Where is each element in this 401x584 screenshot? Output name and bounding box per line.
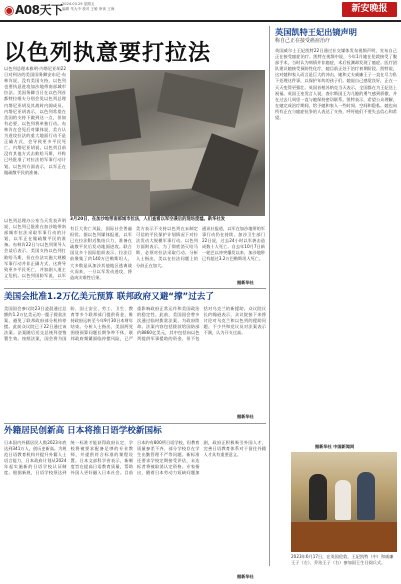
right-story-body: 英国威尔士王妃凯特22日通过社交媒体发布视频声明，宣布自己正在接受癌症治疗。凯特在视频中说，今年1月她在伦敦接受了腹部手术，当时认为病情并非癌症，术后检测却发现了癌症。医疗团队建议她接受预防性化疗，她目前正处于治疗初期阶段。凯特说，这对她和家人而言是巨大的冲击，她和丈夫威廉王子一直在尽力私下处理这件事，以保护年幼的孩子们。她说自己感觉良好，正在一天天变得更强壮。英国首相苏纳克当天表示，全国都在为王妃送上祝福。英国王室发言人说，查尔斯国王为儿媳的勇气感到骄傲，并在过去几周里一直与她保持密切联系。凯特表示，希望公众理解，在她完成治疗期间，给予她和家人一些时间、空间和隐私。她也向所有正在与癌症抗争的人表达了支持，呼吁他们不要失去信心和希望。 <box>275 48 397 121</box>
right-story-subhead: 称自己正在接受癌症治疗 <box>275 38 331 44</box>
right-story-photo <box>291 452 397 552</box>
main-story-col1b: 以色列总理办公室当天发表声明说，以色列已批准在加沙地带南部城市拉法采取军事行动的计划，以军正在做疏散平民的准备。布林肯22日与以色列领导人会谈后表示，美国支持以色列打败哈马斯，但在拉法实施大规模军事行动并非正确方式，这将导致更多平民死亡，并加剧人道主义危机。以色列国防军说，以军 <box>4 218 66 278</box>
bottom-story-headline: 外籍居民创新高 日本将推日语学校新国标 <box>4 426 162 436</box>
main-story-col1: 以色列总理本雅明·内塔尼亚胡22日对到访的美国国务卿安东尼·布林肯说，没有美国支持，以色列也要执意进攻加沙地带南部城市拉法。美国务卿当日在以色列首都特拉维夫分别会见以色列总理内塔尼亚胡及其战时内阁成员。内塔尼亚胡表示，以色列希望在美国的支持下做到这一点，但如有必要，以色列将单独行动。布林肯在会见后对媒体说，美方认为进攻拉法的重大地面行动不是正确方式，会导致更多平民死亡。内塔尼亚胡说，以色列目前没有其他方式击败哈马斯，并称已经批准了对拉法的军事行动计划。以色列方面表示，以军正在做疏散平民的准备。 <box>4 66 66 175</box>
right-photo-caption: 2023年6月17日，在英国伦敦，王妃凯特（中）和威廉王子（左）、乔治王子（右）参加国王生日阅兵式。 <box>291 554 394 565</box>
bottom-story-byline: 据新华社 <box>237 574 254 579</box>
main-story-col2: 有巨大伤亡风险，国际社会普遍担忧。据以色列媒体报道，以军已在拉法附近集结兵力，准备在疏散平民后发动地面进攻。联合国及多个国际组织表示，拉法目前聚集了约140万巴勒斯坦人，大多数是从加沙其他地区逃离战火而来，一旦以军发动进攻，将造成灾难性后果。 <box>70 226 132 280</box>
main-story-col3: 美方表示不支持以色列在未制定可信的平民保护计划情况下对拉法发动大规模军事行动。以色列方面则表示，为了彻底消灭哈马斯，必须对拉法采取行动。分析人士指出，美以在拉法问题上的分歧正在加大。 <box>136 226 198 268</box>
main-photo-caption: 3月20日，在加沙地带南部城市拉法，人们查看以军空袭后的现场废墟。新华社发 <box>70 217 226 222</box>
mid-story-byline: 据新华社 <box>237 414 254 419</box>
section-divider <box>4 288 266 289</box>
section-label <box>4 1 62 18</box>
right-story-headline: 英国凯特王妃出镜声明 <box>275 27 357 37</box>
mid-story-body: 美国国会参议院23日凌晨通过总额约1.2万亿美元的一揽子拨款法案，避免了联邦政府部分机构停摆。此前众议院已于22日通过该法案。法案随后送交总统拜登签署生效。按照法案，国会将为国防、国土安全、劳工、卫生、教育等多个联邦部门提供资金，维持政府运转至今年9月30日本财年结束。分析人士指出，美国两党围绕预算问题长期争吵不休，联邦政府频繁面临停摆风险，已严重影响政府正常运作和美国政治的稳定性。此前，美国国会曾多次通过临时拨款法案，为政府续命。法案内容包括拨款给国防部约8860亿美元，其中包括向以色列提供军事援助的资金，但不包括对乌克兰的新援助。众议院议长约翰逊表示，众议院接下来将讨论对乌克兰和以色列的援助问题。不少共和党议员对法案表示不满，认为开支过高。 <box>4 306 266 342</box>
mid-story-headline: 美国会批准1.2万亿美元预算 联邦政府又避“撑”过去了 <box>4 292 214 302</box>
main-story-byline: 据新华社 <box>237 280 254 285</box>
main-headline: 以色列执意要打拉法 <box>4 40 212 65</box>
bottom-story-body: 日本国内外籍居民人数2023年底达到341万人，创历史新高。为规范日语教育机构并提升外籍人士语言能力，日本政府计划从2024年起实施新的日语学校认证制度。根据新规，日语学校须达到统一标准才能获得政府认定，学校将被要求配备足够的专业教师，并提供符合标准的课程设置。日本文部科学省表示，新制度旨在提高日语教育质量，帮助外国人更好融入日本社会。目前日本约有800所日语学校，但教育质量参差不齐，部分学校存在学生出勤管理不严等问题。新标准还要求学校定期接受评估，未达标者将被取消认定资格。专家指出，随着日本劳动力短缺问题加剧，政府正积极吸引外国人才，完善日语教育体系对于留住外籍人才具有重要意义。 <box>4 440 266 476</box>
section-text: A08天下 <box>14 3 63 17</box>
issue-meta <box>62 2 212 12</box>
right-story-byline: 据新华社 中国新闻网 <box>315 444 355 449</box>
masthead <box>0 0 401 22</box>
issue-date: 2024.03.29 星期五 <box>62 2 95 6</box>
main-story-col4: 通讯社报道，以军在加沙地带的军事行动仍在持续，加沙卫生部门22日说，过去24小时以军袭击造成数十人死亡。自去年10月7日新一轮巴以冲突爆发以来，加沙地带已有超过3.2万巴勒斯坦人死亡。 <box>202 226 265 262</box>
editor-credits: 编辑 朱大中 校对 王敏 审读 王海 <box>62 7 115 11</box>
section-divider-2 <box>4 423 266 424</box>
main-story-photo <box>70 70 265 216</box>
paper-logo: 新安晚报 <box>342 2 397 17</box>
globe-icon: ◉ <box>4 3 14 17</box>
column-divider <box>269 26 270 566</box>
